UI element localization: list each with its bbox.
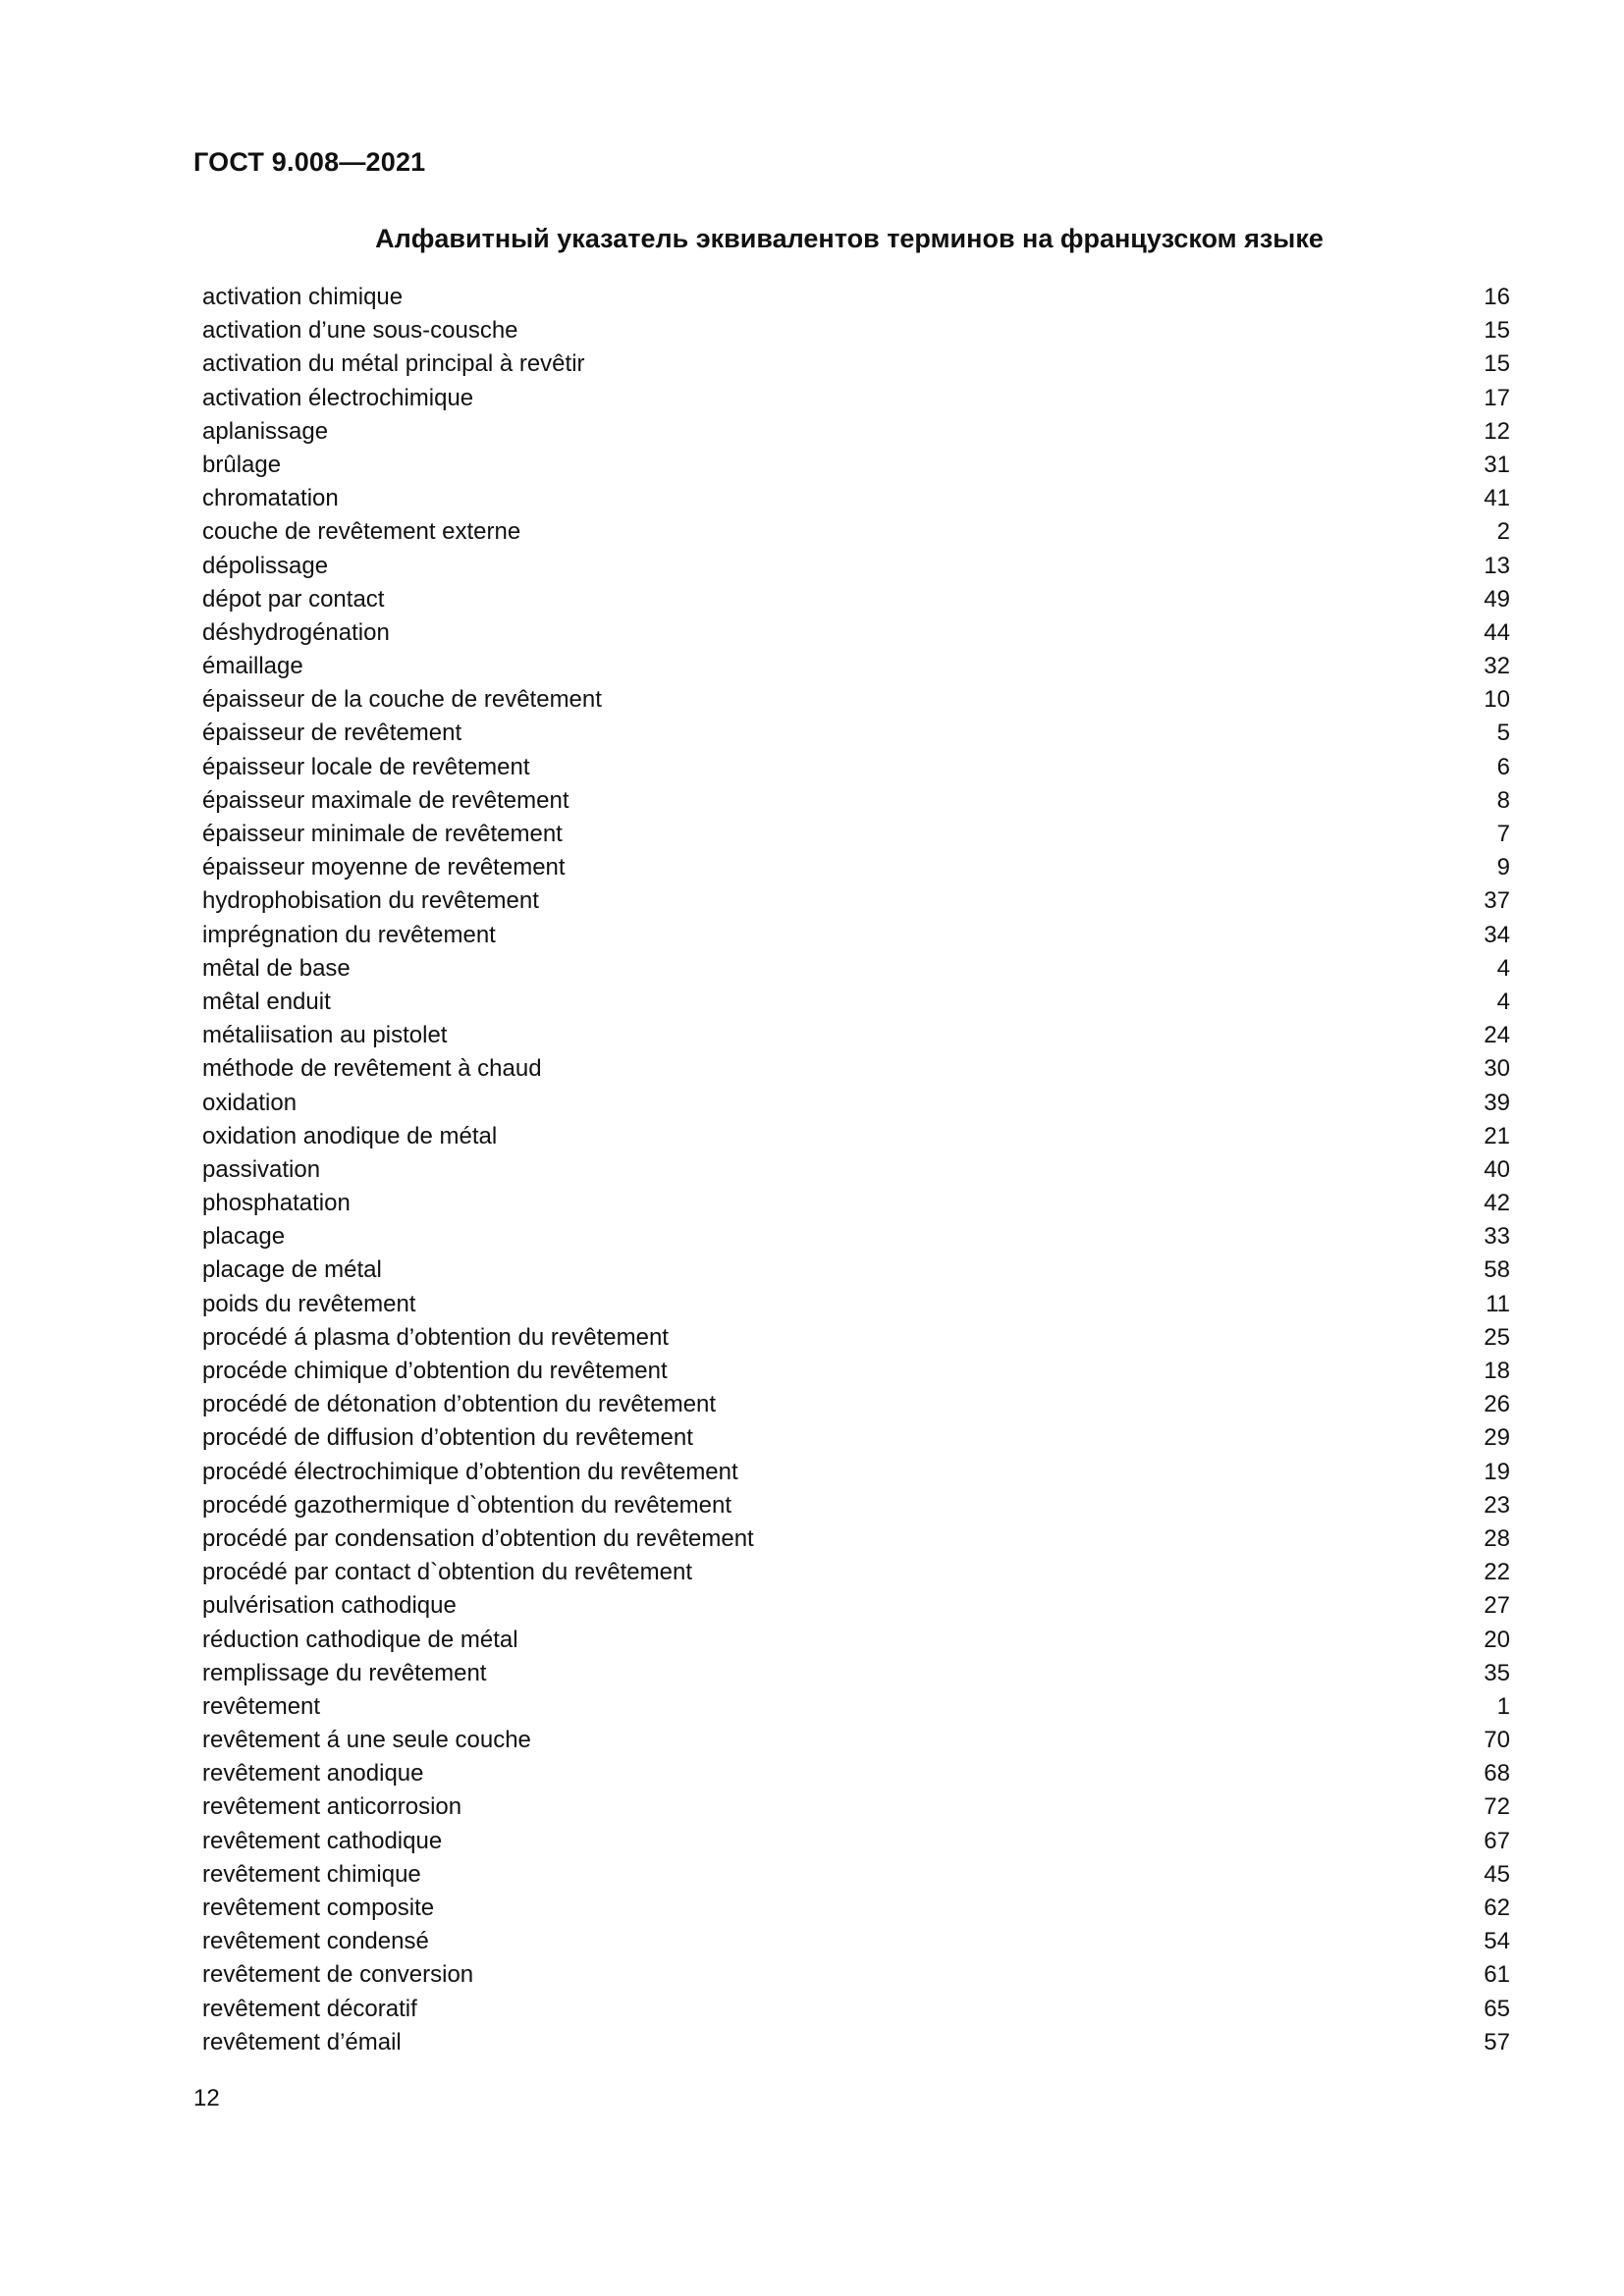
index-ref-number: 26: [1484, 1391, 1510, 1418]
index-term: oxidation anodique de métal: [202, 1122, 498, 1149]
index-entry: [202, 851, 1510, 884]
index-ref-number: 45: [1484, 1860, 1510, 1888]
index-term: placage: [202, 1223, 286, 1251]
index-term: épaisseur de revêtement: [202, 720, 462, 747]
index-ref-number: 57: [1484, 2028, 1510, 2056]
index-entry: [202, 1657, 1510, 1690]
index-entry: [202, 1153, 1510, 1187]
index-term: activation du métal principal à revêtir: [202, 350, 585, 378]
index-entry: [202, 550, 1510, 583]
index-entry: [202, 347, 1510, 381]
index-entry: [202, 1624, 1510, 1657]
document-code: ГОСТ 9.008—2021: [193, 147, 426, 177]
index-ref-number: 12: [1484, 417, 1510, 445]
index-ref-number: 28: [1484, 1524, 1510, 1552]
index-term: procéde chimique d’obtention du revêtement: [202, 1358, 668, 1384]
index-entry: [202, 515, 1510, 549]
index-entry: [202, 818, 1510, 851]
index-term: chromatation: [202, 485, 339, 512]
index-term: revêtement cathodique: [202, 1827, 443, 1854]
index-ref-number: 70: [1484, 1727, 1510, 1754]
index-entry: [202, 1388, 1510, 1421]
index-entry: [202, 314, 1510, 347]
index-term: revêtement á une seule couche: [202, 1727, 531, 1754]
index-term: épaisseur locale de revêtement: [202, 753, 530, 780]
index-ref-number: 40: [1484, 1155, 1510, 1183]
index-entry: [202, 1825, 1510, 1858]
index-entry: [202, 1925, 1510, 1958]
index-term: procédé de diffusion d’obtention du revêtement: [202, 1424, 693, 1452]
index-ref-number: 25: [1484, 1323, 1510, 1351]
index-term: procédé gazothermique d`obtention du revêtement: [202, 1491, 732, 1519]
index-entry: [202, 2026, 1510, 2059]
index-entry: [202, 1522, 1510, 1556]
index-entry: [202, 884, 1510, 918]
index-ref-number: 27: [1484, 1592, 1510, 1620]
index-ref-number: 68: [1484, 1760, 1510, 1788]
index-entry: [202, 1489, 1510, 1522]
index-ref-number: 37: [1484, 887, 1510, 915]
index-term: métaliisation au pistolet: [202, 1022, 448, 1049]
index-entry: [202, 1892, 1510, 1925]
index-ref-number: 72: [1484, 1793, 1510, 1821]
index-entry: [202, 1993, 1510, 2026]
index-entry: [202, 1355, 1510, 1388]
index-ref-number: 18: [1484, 1358, 1510, 1384]
index-entry: [202, 1288, 1510, 1321]
index-ref-number: 61: [1484, 1961, 1510, 1989]
index-ref-number: 29: [1484, 1424, 1510, 1452]
index-entry: [202, 1958, 1510, 1992]
index-ref-number: 62: [1484, 1895, 1510, 1921]
index-ref-number: 7: [1496, 821, 1510, 847]
index-entry: [202, 784, 1510, 818]
index-term: épaisseur minimale de revêtement: [202, 821, 563, 847]
index-term: activation d’une sous-cousche: [202, 317, 518, 345]
index-term: aplanissage: [202, 417, 329, 445]
index-term: passivation: [202, 1155, 321, 1183]
index-ref-number: 17: [1484, 384, 1510, 411]
index-term: procédé électrochimique d’obtention du revêtement: [202, 1458, 738, 1485]
index-ref-number: 42: [1484, 1190, 1510, 1217]
index-ref-number: 22: [1484, 1559, 1510, 1586]
index-term: revêtement anticorrosion: [202, 1793, 462, 1821]
index-entry: [202, 281, 1510, 314]
index-ref-number: 65: [1484, 1995, 1510, 2022]
index-entry: [202, 1321, 1510, 1355]
index-term: oxidation: [202, 1089, 298, 1116]
index-entry: [202, 1858, 1510, 1892]
index-ref-number: 6: [1496, 753, 1510, 780]
index-ref-number: 21: [1484, 1122, 1510, 1149]
index-term: procédé de détonation d’obtention du revêtement: [202, 1391, 717, 1418]
index-entry: [202, 1724, 1510, 1757]
index-ref-number: 11: [1486, 1290, 1510, 1317]
index-ref-number: 58: [1484, 1256, 1510, 1284]
index-ref-number: 15: [1484, 317, 1510, 345]
index-term: placage de métal: [202, 1256, 382, 1284]
index-ref-number: 34: [1484, 921, 1510, 948]
index-ref-number: 9: [1496, 854, 1510, 881]
index-entry: [202, 1254, 1510, 1287]
index-entry: [202, 1087, 1510, 1120]
index-ref-number: 67: [1484, 1827, 1510, 1854]
index-title: Алфавитный указатель эквивалентов терминов на французском языке: [375, 224, 1324, 253]
index-term: procédé á plasma d’obtention du revêtement: [202, 1323, 669, 1351]
index-term: épaisseur moyenne de revêtement: [202, 854, 566, 881]
index-ref-number: 5: [1496, 720, 1510, 747]
index-term: épaisseur maximale de revêtement: [202, 786, 569, 814]
index-entry: [202, 1421, 1510, 1455]
index-ref-number: 35: [1484, 1659, 1510, 1686]
index-term: imprégnation du revêtement: [202, 921, 496, 948]
index-term: revêtement d’émail: [202, 2028, 402, 2056]
index-ref-number: 39: [1484, 1089, 1510, 1116]
index-entry: [202, 1052, 1510, 1086]
index-ref-number: 10: [1484, 686, 1510, 714]
page-number: 12: [193, 2085, 220, 2111]
index-term: remplissage du revêtement: [202, 1659, 487, 1686]
index-ref-number: 13: [1484, 552, 1510, 579]
index-entry: [202, 952, 1510, 986]
index-ref-number: 15: [1484, 350, 1510, 378]
index-term: couche de revêtement externe: [202, 518, 521, 546]
index-ref-number: 31: [1484, 451, 1510, 478]
index-ref-number: 33: [1484, 1223, 1510, 1251]
index-entry: [202, 1187, 1510, 1220]
index-ref-number: 20: [1484, 1626, 1510, 1653]
index-term: déshydrogénation: [202, 618, 390, 646]
index-term: revêtement de conversion: [202, 1961, 474, 1989]
index-term: émaillage: [202, 653, 303, 680]
index-entry: [202, 1589, 1510, 1623]
index-ref-number: 8: [1496, 786, 1510, 814]
index-term: mêtal de base: [202, 954, 351, 982]
index-list: [202, 281, 1510, 2059]
index-term: revêtement anodique: [202, 1760, 424, 1788]
index-ref-number: 4: [1496, 954, 1510, 982]
index-term: dépolissage: [202, 552, 329, 579]
index-entry: [202, 415, 1510, 449]
index-entry: [202, 482, 1510, 515]
index-term: revêtement composite: [202, 1895, 435, 1921]
index-ref-number: 44: [1484, 618, 1510, 646]
index-entry: [202, 1120, 1510, 1153]
index-entry: [202, 650, 1510, 683]
index-entry: [202, 1690, 1510, 1724]
index-ref-number: 24: [1484, 1022, 1510, 1049]
index-entry: [202, 1757, 1510, 1790]
index-entry: [202, 986, 1510, 1019]
index-ref-number: 30: [1484, 1055, 1510, 1083]
index-entry: [202, 1556, 1510, 1589]
index-ref-number: 23: [1484, 1491, 1510, 1519]
index-term: procédé par contact d`obtention du revêtement: [202, 1559, 692, 1586]
index-term: épaisseur de la couche de revêtement: [202, 686, 602, 714]
index-entry: [202, 1019, 1510, 1052]
index-term: procédé par condensation d’obtention du revêtement: [202, 1524, 754, 1552]
index-term: revêtement chimique: [202, 1860, 421, 1888]
index-ref-number: 4: [1496, 988, 1510, 1015]
index-entry: [202, 1456, 1510, 1489]
index-term: activation chimique: [202, 284, 404, 310]
index-entry: [202, 717, 1510, 750]
index-term: phosphatation: [202, 1190, 351, 1217]
index-ref-number: 32: [1484, 653, 1510, 680]
index-term: mêtal enduit: [202, 988, 331, 1015]
index-entry: [202, 1220, 1510, 1254]
index-ref-number: 2: [1496, 518, 1510, 546]
index-entry: [202, 583, 1510, 616]
index-term: brûlage: [202, 451, 282, 478]
index-entry: [202, 382, 1510, 415]
index-term: activation électrochimique: [202, 384, 474, 411]
index-entry: [202, 449, 1510, 482]
index-ref-number: 41: [1484, 485, 1510, 512]
index-term: dépot par contact: [202, 585, 385, 613]
index-term: pulvérisation cathodique: [202, 1592, 457, 1620]
index-entry: [202, 616, 1510, 650]
index-ref-number: 16: [1484, 284, 1510, 310]
index-term: revêtement: [202, 1692, 321, 1720]
index-term: réduction cathodique de métal: [202, 1626, 518, 1653]
index-entry: [202, 683, 1510, 717]
index-term: poids du revêtement: [202, 1290, 416, 1317]
index-term: méthode de revêtement à chaud: [202, 1055, 542, 1083]
index-entry: [202, 1790, 1510, 1824]
index-term: hydrophobisation du revêtement: [202, 887, 539, 915]
index-entry: [202, 751, 1510, 784]
index-ref-number: 54: [1484, 1928, 1510, 1955]
index-ref-number: 1: [1496, 1692, 1510, 1720]
index-term: revêtement condensé: [202, 1928, 429, 1955]
index-term: revêtement décoratif: [202, 1995, 417, 2022]
index-ref-number: 49: [1484, 585, 1510, 613]
index-ref-number: 19: [1484, 1458, 1510, 1485]
index-entry: [202, 919, 1510, 952]
